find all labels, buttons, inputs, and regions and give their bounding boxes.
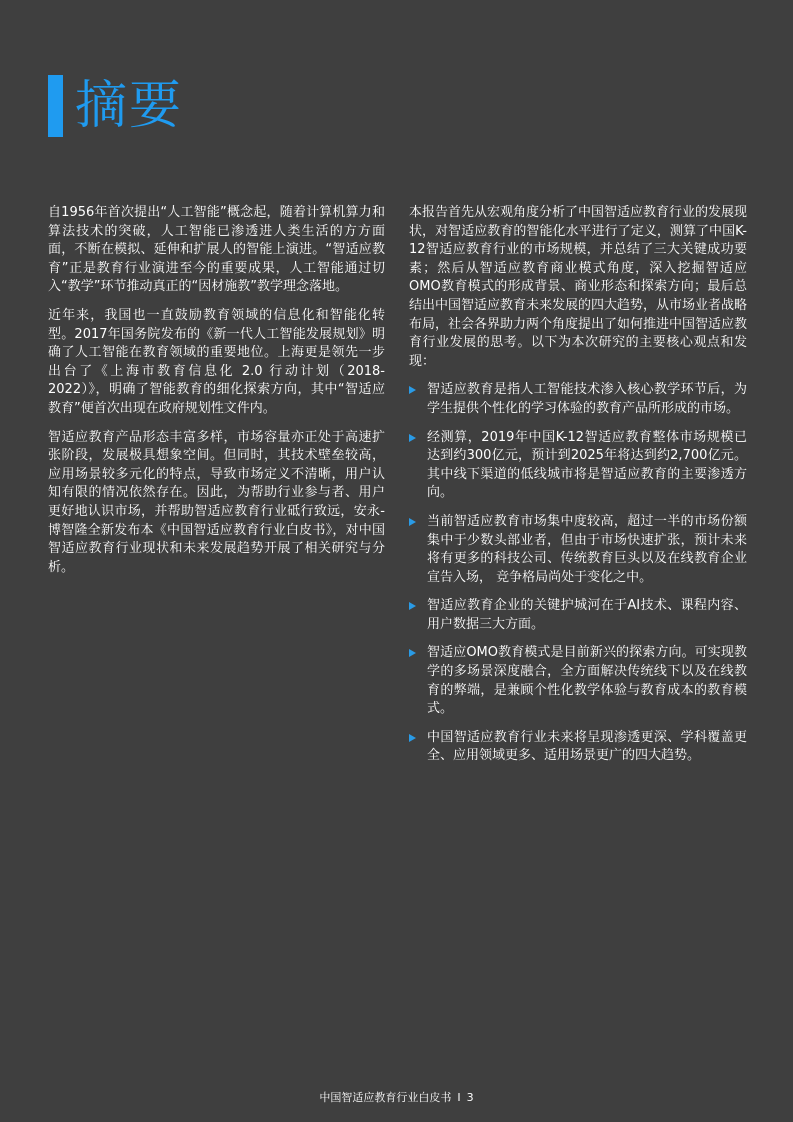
list-item [409, 513, 747, 587]
page-title-block [48, 74, 183, 138]
page-footer [0, 1089, 793, 1105]
triangle-bullet-icon [409, 386, 416, 394]
paragraph: 自1956年首次提出“人工智能”概念起，随着计算机算力和算法技术的突破，人工智能已渗透进人类生活的方方面面，不断在模拟、延伸和扩展人的智能上演进。“智适应教育”正是教育行业演进至今的重要成果，人工智能通过切入“教学”环节推动真正的“因材施教”教学理念落地。 [48, 205, 385, 295]
triangle-bullet-icon [409, 518, 416, 526]
list-item-text: 经测算，2019年中国K-12智适应教育整体市场规模已达到约300亿元，预计到2025年将达到约2,700亿元。其中线下渠道的低线城市将是智适应教育的主要渗透方向。 [427, 429, 747, 501]
footer-separator: I [457, 1091, 461, 1104]
findings-list [409, 381, 747, 766]
paragraph: 近年来，我国也一直鼓励教育领域的信息化和智能化转型。2017年国务院发布的《新一代人工智能发展规划》明确了人工智能在教育领域的重要地位。上海更是领先一步出台了《上海市教育信息化 2.0 行动计划（2018-2022）》，明确了智能教育的细化探索方向，其中“智适应教育”便首次出现在政府规划性文件内。 [48, 307, 385, 416]
list-item-text: 智适应OMO教育模式是目前新兴的探索方向。可实现教学的多场景深度融合，全方面解决传统线下以及在线教育的弊端，是兼顾个性化教学体验与教育成本的教育模式。 [427, 645, 747, 717]
right-column [409, 204, 747, 776]
list-item [409, 381, 747, 418]
triangle-bullet-icon [409, 602, 416, 610]
footer-title: 中国智适应教育行业白皮书 [319, 1091, 452, 1104]
page-title: 摘要 [75, 76, 184, 136]
list-item [409, 429, 747, 503]
triangle-bullet-icon [409, 434, 416, 442]
list-item-text: 中国智适应教育行业未来将呈现渗透更深、学科覆盖更全、应用领域更多、适用场景更广的四大趋势。 [427, 729, 747, 764]
list-item-text: 当前智适应教育市场集中度较高，超过一半的市场份额集中于少数头部业者，但由于市场快速扩张，预计未来将有更多的科技公司、传统教育巨头以及在线教育企业宣告入场， 竞争格局尚处于变化之中。 [427, 513, 747, 585]
list-item [409, 644, 747, 718]
list-item-text: 智适应教育企业的关键护城河在于AI技术、课程内容、用户数据三大方面。 [427, 598, 747, 632]
paragraph: 智适应教育产品形态丰富多样，市场容量亦正处于高速扩张阶段，发展极具想象空间。但同时，其技术壁垒较高，应用场景较多元化的特点，导致市场定义不清晰，用户认知有限的情况依然存在。因此，为帮助行业参与者、用户更好地认识市场，并帮助智适应教育行业砥行致远，安永-博智隆全新发布本《中国智适应教育行业白皮书》，对中国智适应教育行业现状和未来发展趋势开展了相关研究与分析。 [48, 429, 385, 575]
triangle-bullet-icon [409, 734, 416, 742]
list-item-text: 智适应教育是指人工智能技术渗入核心教学环节后，为学生提供个性化的学习体验的教育产品所形成的市场。 [427, 382, 747, 416]
triangle-bullet-icon [409, 649, 416, 657]
list-item [409, 597, 747, 634]
left-column [48, 204, 385, 587]
intro-paragraph: 本报告首先从宏观角度分析了中国智适应教育行业的发展现状，对智适应教育的智能化水平进行了定义，测算了中国K-12智适应教育行业的市场规模，并总结了三大关键成功要素；然后从智适应教育商业模式角度，深入挖掘智适应OMO教育模式的形成背景、商业形态和探索方向；最后总结出中国智适应教育未来发展的四大趋势，从市场业者战略布局，社会各界助力两个角度提出了如何推进中国智适应教育行业发展的思考。以下为本次研究的主要核心观点和发现： [409, 205, 748, 369]
page-number: 3 [466, 1091, 474, 1104]
list-item [409, 729, 747, 766]
title-accent-bar [48, 75, 63, 137]
